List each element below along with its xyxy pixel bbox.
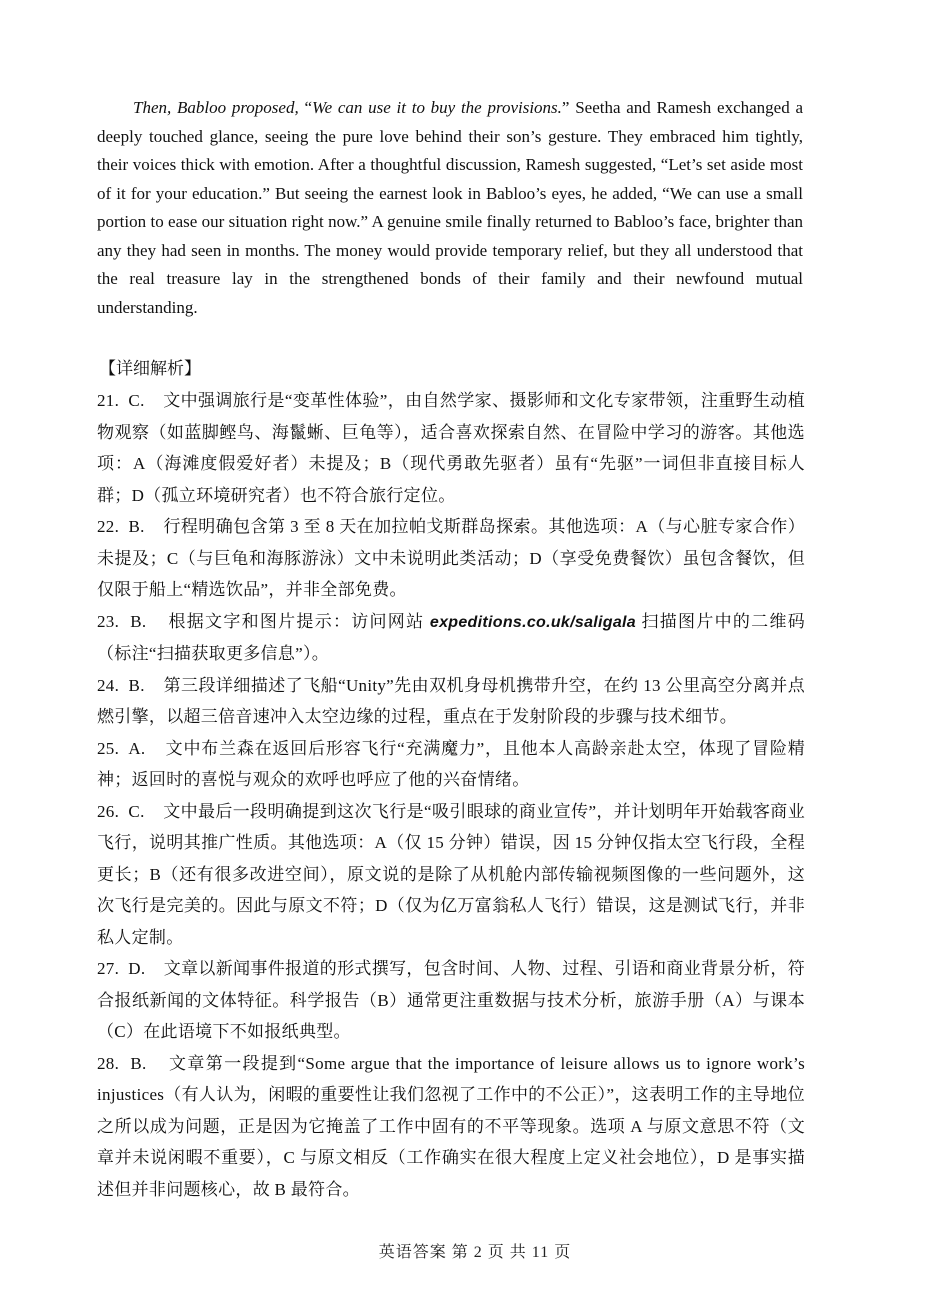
answer-key: 23. B.	[97, 611, 169, 631]
answer-explanations	[97, 385, 805, 1205]
answer-explanation: 行程明确包含第 3 至 8 天在加拉帕戈斯群岛探索。其他选项：A（与心脏专家合作）未提及；C（与巨龟和海豚游泳）文中未说明此类活动；D（享受免费餐饮）虽包含餐饮，但仅限于船上“精选饮品”，并非全部免费。	[97, 517, 806, 599]
answer-explanation: 文章以新闻事件报道的形式撰写，包含时间、人物、过程、引语和商业背景分析，符合报纸新闻的文体特征。科学报告（B）通常更注重数据与技术分析，旅游手册（A）与课本（C）在此语境下不如报纸典型。	[97, 959, 805, 1041]
essay-quote-open: “	[298, 98, 312, 117]
essay-paragraph	[97, 94, 803, 322]
answer-item	[97, 606, 805, 670]
answer-explanation: 文中强调旅行是“变革性体验”，由自然学家、摄影师和文化专家带领，注重野生动植物观察（如蓝脚鲣鸟、海鬣蜥、巨龟等），适合喜欢探索自然、在冒险中学习的游客。其他选项：A（海滩度假爱好者）未提及；B（现代勇敢先驱者）虽有“先驱”一词但非直接目标人群；D（孤立环境研究者）也不符合旅行定位。	[97, 391, 805, 505]
answer-explanation-cont: 扫描图片中的二维码（标注“扫描获取更多信息”）。	[97, 611, 806, 663]
answer-item	[97, 733, 805, 796]
answer-key: 22. B.	[97, 517, 164, 536]
website-link: expeditions.co.uk/saligala	[429, 613, 636, 631]
answer-explanation: 文章第一段提到“Some argue that the importance of leisure allows us to ignore work’s injustices（有人认为，闲暇的重要性让我们忽视了工作中的不公正）”，这表明工作的主导地位之所以成为问题，正是因为它掩盖了工作中固有的不平等现象。选项 A 与原文意思不符（文章并未说闲暇不重要），C 与原文相反（工作确实在很大程度上定义社会地位），D 是事实描述但并非问题核心，故 B 最符合。	[97, 1053, 805, 1199]
answer-key: 27. D.	[97, 959, 164, 978]
answer-key: 25. A.	[97, 738, 166, 758]
essay-italic-quote: We can use it to buy the provisions.	[312, 98, 562, 117]
answer-key: 24. B.	[97, 675, 164, 695]
answer-key: 28. B.	[97, 1053, 170, 1073]
answer-item	[97, 385, 805, 511]
answer-key: 26. C.	[97, 801, 164, 821]
answer-explanation: 根据文字和图片提示：访问网站	[168, 611, 430, 631]
essay-italic-lead: Then, Babloo proposed,	[133, 98, 299, 117]
answer-explanation: 文中布兰森在返回后形容飞行“充满魔力”，且他本人高龄亲赴太空，体现了冒险精神；返回时的喜悦与观众的欢呼也呼应了他的兴奋情绪。	[97, 738, 805, 789]
answer-key: 21. C.	[97, 391, 164, 410]
answer-item	[97, 796, 805, 954]
answer-item	[97, 953, 805, 1048]
answer-explanation: 第三段详细描述了飞船“Unity”先由双机身母机携带升空，在约 13 公里高空分离并点燃引擎，以超三倍音速冲入太空边缘的过程，重点在于发射阶段的步骤与技术细节。	[97, 675, 805, 726]
section-heading: 【详细解析】	[99, 359, 201, 378]
answer-item	[97, 670, 805, 733]
essay-body-text: ” Seetha and Ramesh exchanged a deeply touched glance, seeing the pure love behind their son’s gesture. They embraced him tightly, their voices thick with emotion. After a thoughtful discussion, Ramesh suggested, “Let’s set aside most of it for your education.” But seeing the earnest look in Babloo’s eyes, he added, “We can use a small portion to ease our situation right now.” A genuine smile finally returned to Babloo’s face, brighter than any they had seen in months. The money would provide temporary relief, but they all understood that the real treasure lay in the strengthened bonds of their family and their newfound mutual understanding.	[97, 98, 803, 317]
answer-item	[97, 511, 805, 606]
answer-item	[97, 1048, 805, 1206]
answer-explanation: 文中最后一段明确提到这次飞行是“吸引眼球的商业宣传”，并计划明年开始载客商业飞行，说明其推广性质。其他选项：A（仅 15 分钟）错误，因 15 分钟仅指太空飞行段，全程更长；B（还有很多改进空间），原文说的是除了从机舱内部传输视频图像的一些问题外，这次飞行是完美的。因此与原文不符；D（仅为亿万富翁私人飞行）错误，这是测试飞行，并非私人定制。	[97, 801, 805, 947]
page-footer: 英语答案 第 2 页 共 11 页	[378, 1244, 572, 1261]
